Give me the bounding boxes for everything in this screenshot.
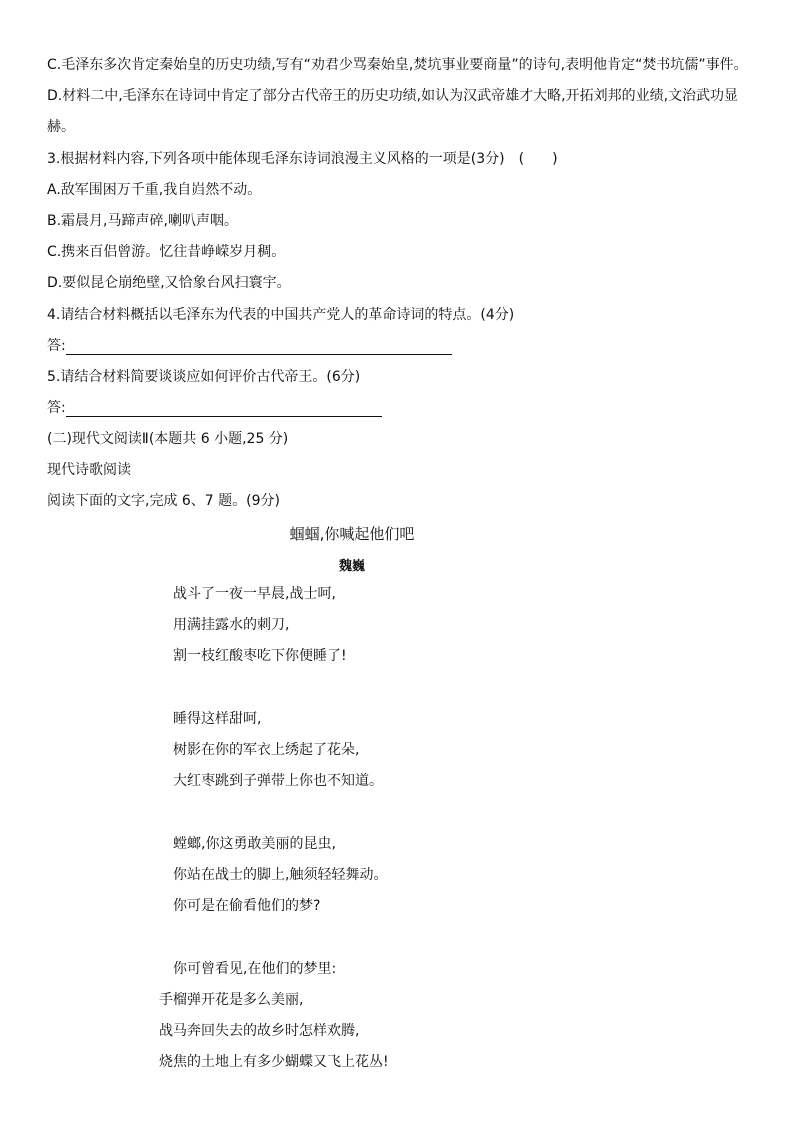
question-3-option-a: A.敌军围困万千重,我自岿然不动。 bbox=[47, 182, 262, 198]
section-subheading: 现代诗歌阅读 bbox=[47, 462, 131, 478]
poem-line: 树影在你的军衣上绣起了花朵, bbox=[173, 742, 360, 758]
poem-title: 蝈蝈,你喊起他们吧 bbox=[289, 525, 415, 543]
poem-line: 烧焦的土地上有多少蝴蝶又飞上花丛! bbox=[159, 1054, 389, 1070]
question-3-option-c: C.携来百侣曾游。忆往昔峥嵘岁月稠。 bbox=[47, 244, 286, 260]
answer-blank-line[interactable] bbox=[66, 402, 382, 417]
poem-line: 你可是在偷看他们的梦? bbox=[173, 898, 321, 914]
question-3-option-d: D.要似昆仑崩绝壁,又恰象台风扫寰宇。 bbox=[47, 275, 291, 291]
poem-author: 魏巍 bbox=[338, 559, 365, 574]
question-4-answer bbox=[47, 337, 452, 355]
section-instruction: 阅读下面的文字,完成 6、7 题。(9分) bbox=[47, 493, 280, 509]
answer-label: 答: bbox=[47, 338, 66, 354]
poem-line: 战斗了一夜一早晨,战士呵, bbox=[173, 586, 336, 602]
question-5-answer bbox=[47, 399, 382, 417]
poem-line: 你站在战士的脚上,触须轻轻舞动。 bbox=[173, 867, 388, 883]
question-4-stem: 4.请结合材料概括以毛泽东为代表的中国共产党人的革命诗词的特点。(4分) bbox=[47, 307, 515, 323]
question-3-stem: 3.根据材料内容,下列各项中能体现毛泽东诗词浪漫主义风格的一项是(3分) ( ) bbox=[47, 151, 558, 167]
poem-line: 大红枣跳到子弹带上你也不知道。 bbox=[173, 773, 383, 789]
poem-line: 割一枝红酸枣吃下你便睡了! bbox=[173, 648, 347, 664]
question-3-option-b: B.霜晨月,马蹄声碎,喇叭声咽。 bbox=[47, 213, 238, 229]
poem-line: 用满挂露水的刺刀, bbox=[173, 617, 290, 633]
option-c-text: C.毛泽东多次肯定秦始皇的历史功绩,写有“劝君少骂秦始皇,焚坑事业要商量”的诗句,表明他肯定“焚书坑儒”事件。 bbox=[47, 57, 748, 73]
poem-line: 手榴弹开花是多么美丽, bbox=[159, 992, 304, 1008]
question-5-stem: 5.请结合材料简要谈谈应如何评价古代帝王。(6分) bbox=[47, 369, 361, 385]
section-heading: (二)现代文阅读Ⅱ(本题共 6 小题,25 分) bbox=[47, 431, 289, 447]
poem-line: 睡得这样甜呵, bbox=[173, 711, 262, 727]
poem-line: 战马奔回失去的故乡时怎样欢腾, bbox=[159, 1023, 360, 1039]
answer-blank-line[interactable] bbox=[66, 340, 452, 355]
poem-line: 你可曾看见,在他们的梦里: bbox=[173, 961, 337, 977]
poem-line: 螳螂,你这勇敢美丽的昆虫, bbox=[173, 836, 336, 852]
option-d-text: D.材料二中,毛泽东在诗词中肯定了部分古代帝王的历史功绩,如认为汉武帝雄才大略,开拓刘邦的业绩,文治武功显赫。 bbox=[47, 88, 739, 135]
answer-label: 答: bbox=[47, 400, 66, 416]
